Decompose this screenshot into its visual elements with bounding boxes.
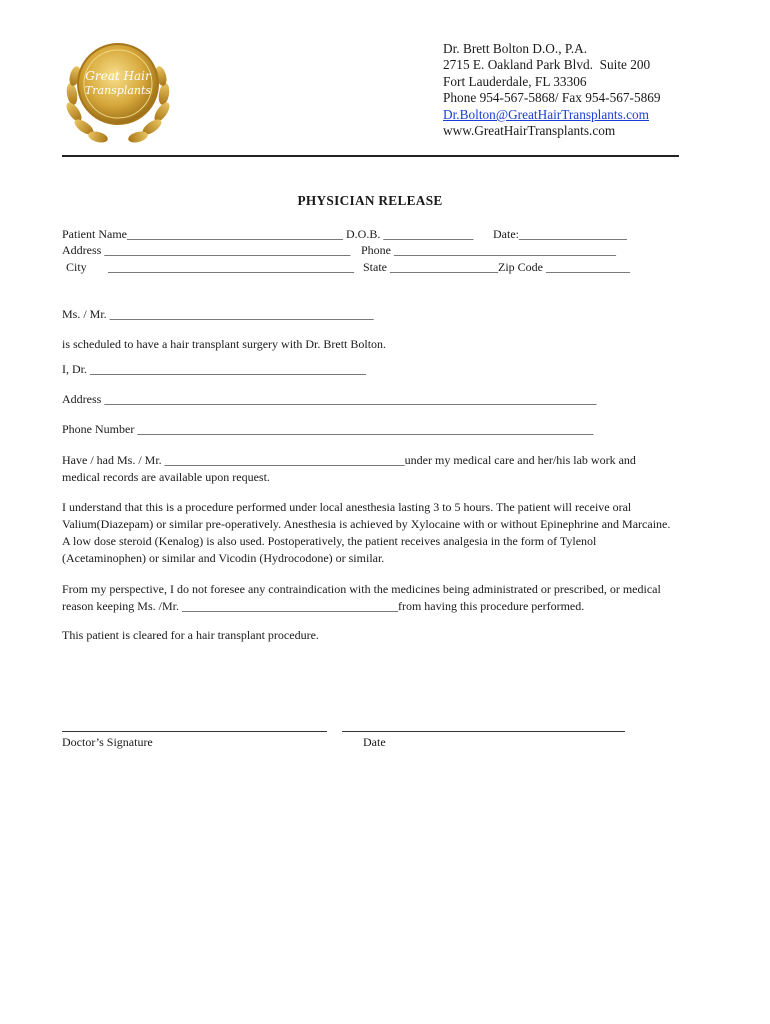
care-paragraph: Have / had Ms. / Mr. ________________________________________under my medical care and her/his lab work and medical records are available upon request.: [62, 453, 636, 484]
patient-name-field[interactable]: Patient Name____________________________________: [62, 227, 343, 241]
date-signature-line[interactable]: [342, 731, 625, 732]
zip-field[interactable]: Zip Code ______________: [498, 260, 630, 274]
header-divider: [62, 155, 679, 157]
doctor-address-field[interactable]: Address __________________________________________________________________________________: [62, 392, 597, 406]
doctor-signature-line[interactable]: [62, 731, 327, 732]
doctor-signature-label: Doctor’s Signature: [62, 735, 153, 749]
state-field[interactable]: State __________________: [363, 260, 498, 274]
address-field[interactable]: Address _________________________________________: [62, 243, 351, 257]
phone-fax: Phone 954-567-5868/ Fax 954-567-5869: [443, 90, 661, 105]
laurel-wreath-seal-icon: [58, 34, 178, 146]
phone-field[interactable]: Phone _____________________________________: [361, 243, 616, 257]
doctor-name: Dr. Brett Bolton D.O., P.A.: [443, 41, 588, 56]
website: www.GreatHairTransplants.com: [443, 123, 616, 138]
cleared-statement: This patient is cleared for a hair transplant procedure.: [62, 628, 319, 642]
dob-field[interactable]: D.O.B. _______________: [346, 227, 474, 241]
email-link[interactable]: Dr.Bolton@GreatHairTransplants.com: [443, 107, 650, 122]
doctor-name-field[interactable]: I, Dr. ______________________________________________: [62, 362, 366, 376]
svg-text:Transplants: Transplants: [84, 84, 152, 97]
street-address: 2715 E. Oakland Park Blvd. Suite 200: [443, 57, 651, 72]
doctor-phone-field[interactable]: Phone Number ____________________________________________________________________________: [62, 422, 594, 436]
perspective-paragraph: From my perspective, I do not foresee any contraindication with the medicines being administrated or prescribed, or medical reason keeping Ms. /Mr. ____________________________________from having this procedure performed.: [62, 582, 661, 613]
city-address: Fort Lauderdale, FL 33306: [443, 74, 587, 89]
ms-mr-field[interactable]: Ms. / Mr. ____________________________________________: [62, 307, 374, 321]
city-field[interactable]: _________________________________________: [108, 260, 354, 274]
great-hair-transplants-logo: [58, 34, 178, 146]
city-label: City: [66, 260, 87, 274]
scheduled-text: is scheduled to have a hair transplant surgery with Dr. Brett Bolton.: [62, 337, 387, 351]
svg-text:Great Hair: Great Hair: [85, 69, 151, 83]
date-field[interactable]: Date:__________________: [493, 227, 627, 241]
date-label: Date: [363, 735, 386, 749]
page-title: PHYSICIAN RELEASE: [297, 193, 443, 208]
anesthesia-paragraph: I understand that this is a procedure performed under local anesthesia lasting 3 to 5 hours. The patient will receive oral Valium(Diazepam) or similar pre-operatively. Anesthesia is achieved by Xylocaine with or without Epinephrine and Marcaine. A low dose steroid (Kenalog) is also used. Postoperatively, the patient receives analgesia in the form of Tylenol (Acetaminophen) or similar and Vicodin (Hydrocodone) or similar.: [62, 500, 671, 565]
